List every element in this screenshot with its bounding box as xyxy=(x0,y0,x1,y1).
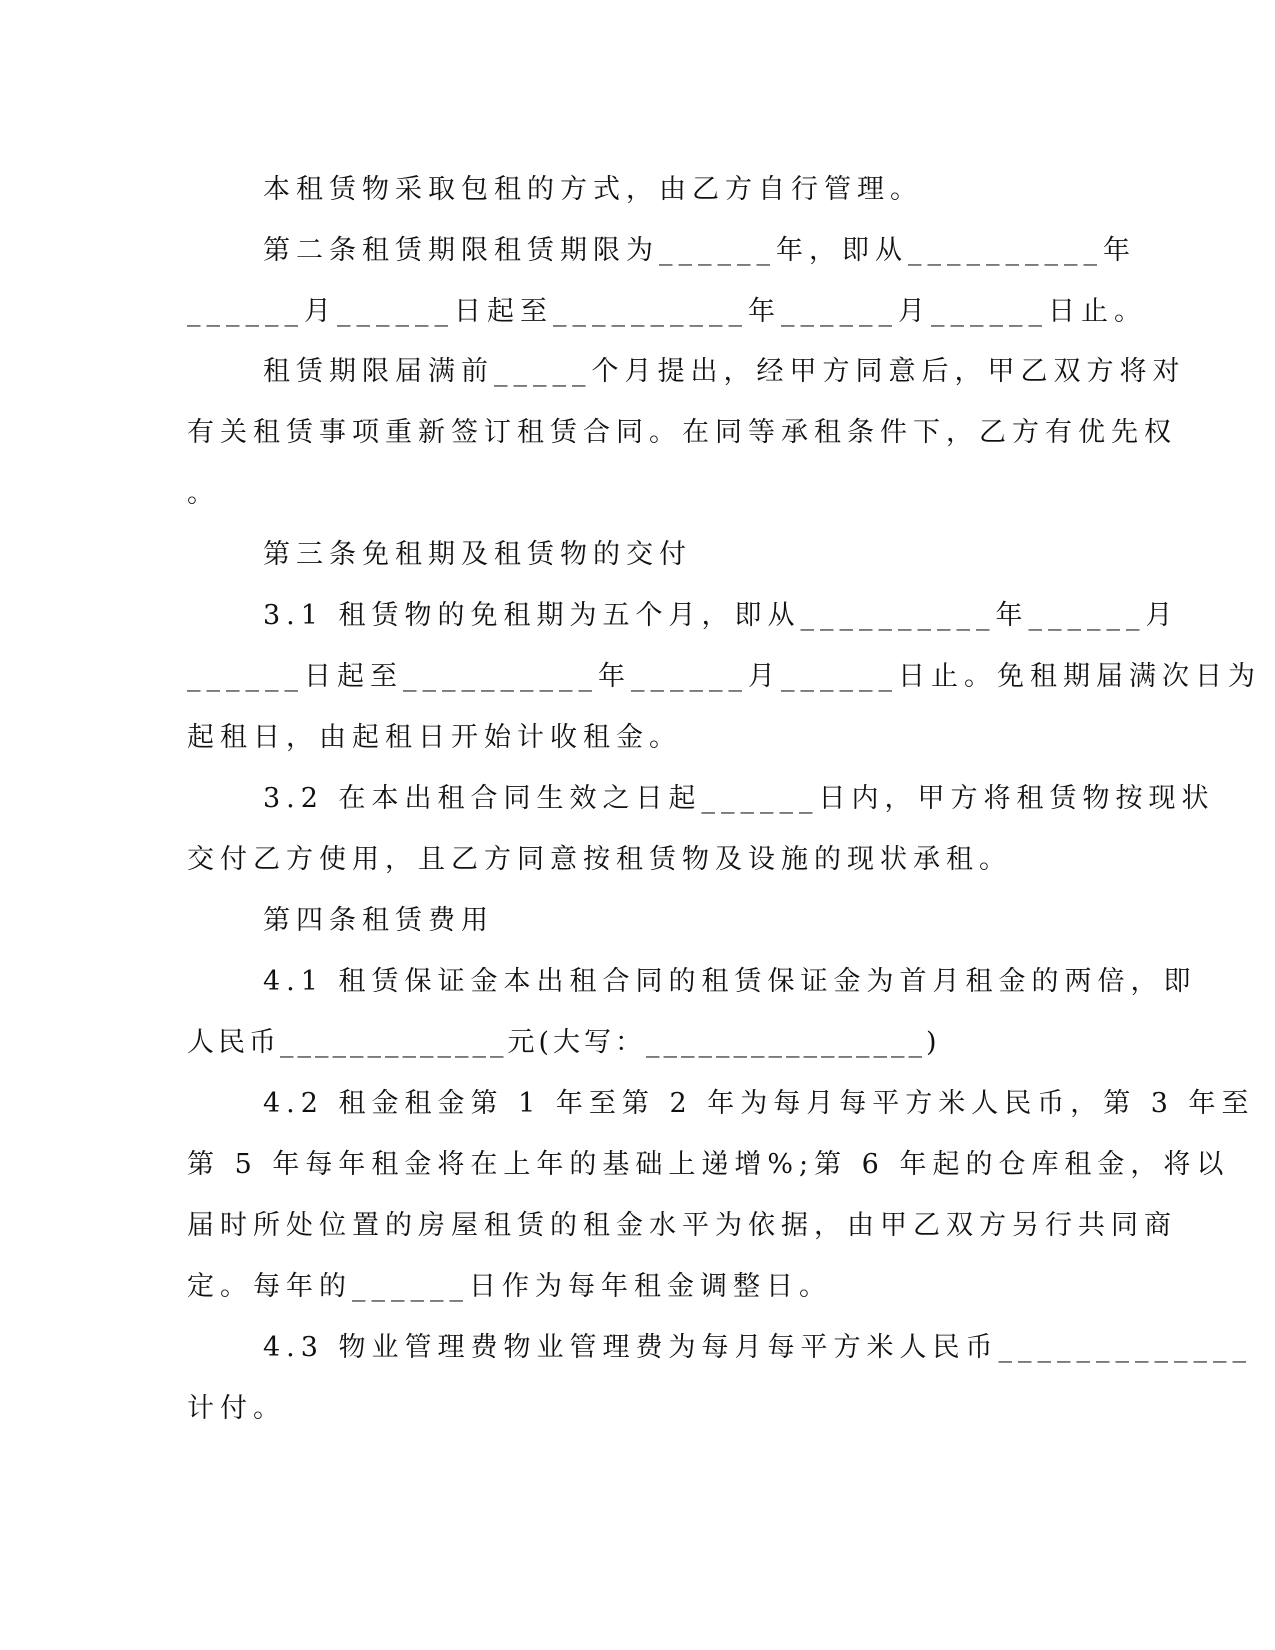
paragraph-line: 4.2 租金租金第 1 年至第 2 年为每月每平方米人民币，第 3 年至 xyxy=(263,1088,1255,1119)
paragraph-line: 4.1 租赁保证金本出租合同的租赁保证金为首月租金的两倍，即 xyxy=(263,966,1197,997)
paragraph-line: 本租赁物采取包租的方式，由乙方自行管理。 xyxy=(263,174,923,205)
paragraph-line: 3.1 租赁物的免租期为五个月，即从__________年______月 xyxy=(263,600,1179,631)
section-heading: 第四条租赁费用 xyxy=(263,905,494,936)
paragraph-line: 定。每年的______日作为每年租金调整日。 xyxy=(187,1271,832,1302)
paragraph-line: 起租日，由起租日开始计收租金。 xyxy=(187,722,682,753)
paragraph-line: 第二条租赁期限租赁期限为______年，即从__________年 xyxy=(263,235,1136,266)
paragraph-line: 有关租赁事项重新签订租赁合同。在同等承租条件下，乙方有优先权 xyxy=(187,417,1177,448)
paragraph-line: 。 xyxy=(187,478,220,509)
paragraph-line: 租赁期限届满前_____个月提出，经甲方同意后，甲乙双方将对 xyxy=(263,356,1186,387)
paragraph-line: 交付乙方使用，且乙方同意按租赁物及设施的现状承租。 xyxy=(187,844,1012,875)
paragraph-line: 3.2 在本出租合同生效之日起______日内，甲方将租赁物按现状 xyxy=(263,783,1215,814)
paragraph-line: ______月______日起至__________年______月______日止。 xyxy=(187,296,1147,327)
paragraph-line: 人民币_____________元(大写：________________) xyxy=(187,1027,941,1058)
paragraph-line: 计付。 xyxy=(187,1393,286,1424)
paragraph-line: 届时所处位置的房屋租赁的租金水平为依据，由甲乙双方另行共同商 xyxy=(187,1210,1177,1241)
paragraph-line: ______日起至__________年______月______日止。免租期届满次日为 xyxy=(187,661,1261,692)
paragraph-line: 第 5 年每年租金将在上年的基础上递增%;第 6 年起的仓库租金，将以 xyxy=(187,1149,1230,1180)
paragraph-line: 4.3 物业管理费物业管理费为每月每平方米人民币_____________ xyxy=(263,1332,1253,1363)
section-heading: 第三条免租期及租赁物的交付 xyxy=(263,539,692,570)
